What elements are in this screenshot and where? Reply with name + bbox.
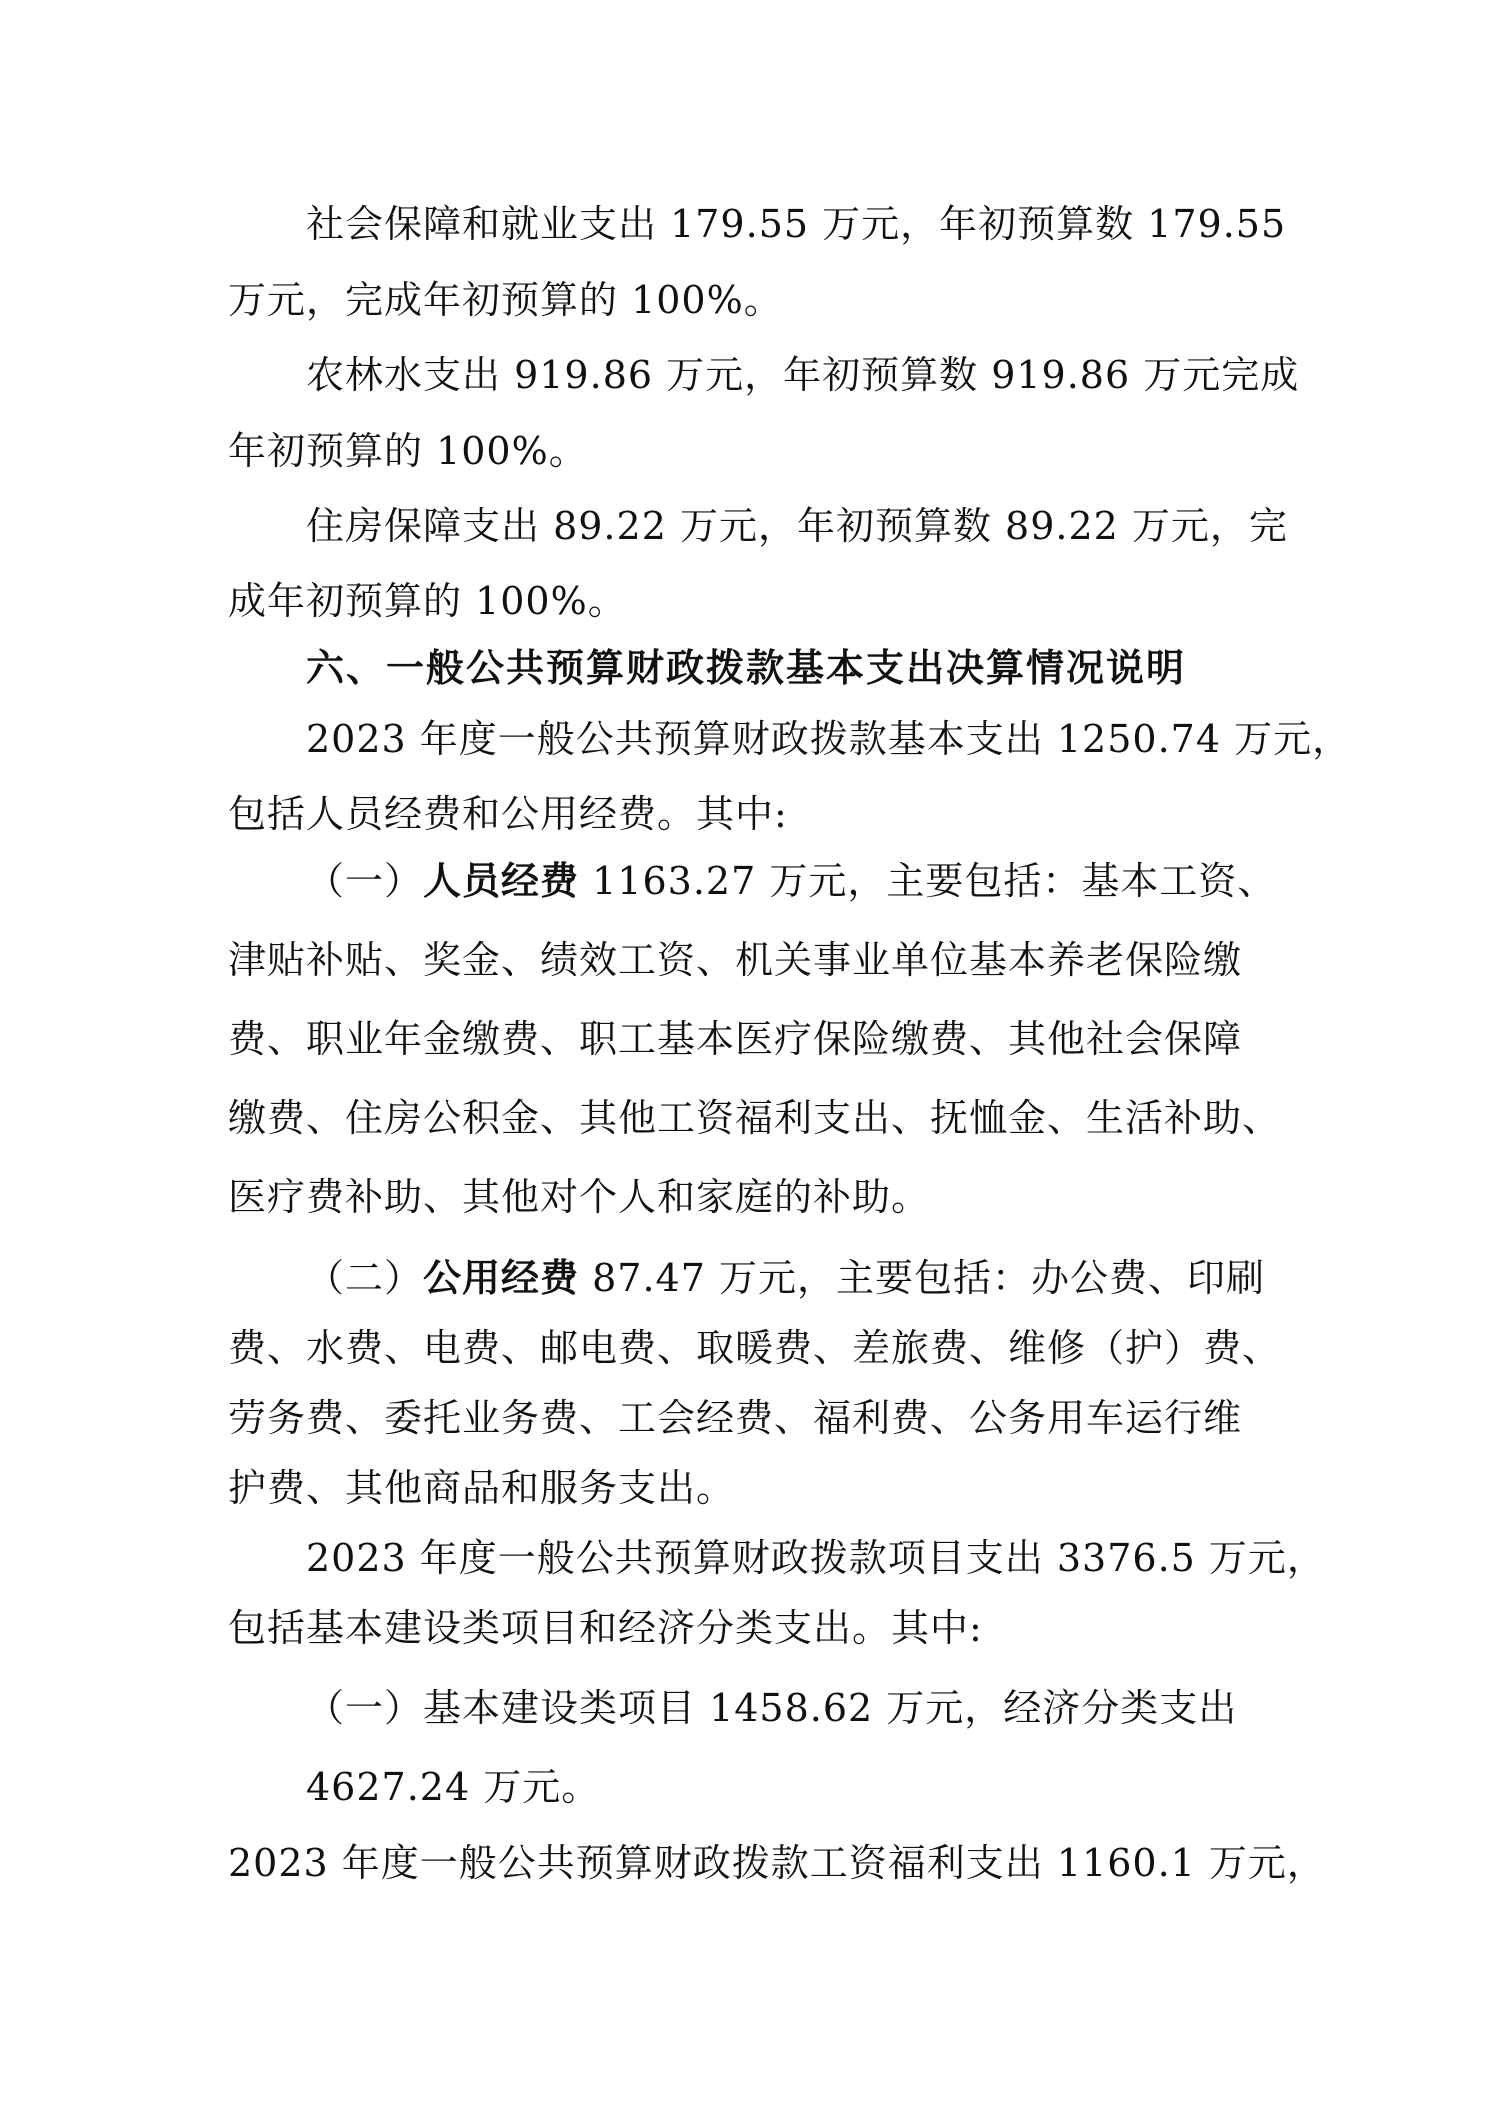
para-personnel-line3: 费、职业年金缴费、职工基本医疗保险缴费、其他社会保障 — [228, 1017, 1243, 1061]
personnel-prefix: （一） — [306, 859, 424, 903]
para-personnel-line1 — [306, 856, 1277, 906]
para-public-line4: 护费、其他商品和服务支出。 — [228, 1466, 736, 1510]
personnel-bold-label: 人员经费 — [423, 858, 580, 903]
para-basic-expenditure-line2: 包括人员经费和公用经费。其中: — [228, 792, 788, 836]
personnel-line1-rest: 1163.27 万元，主要包括：基本工资、 — [579, 859, 1277, 903]
para-construction-line2: 4627.24 万元。 — [306, 1765, 601, 1809]
para-agriculture-line1: 农林水支出 919.86 万元，年初预算数 919.86 万元完成 — [306, 353, 1300, 397]
para-housing-line2: 成年初预算的 100%。 — [228, 579, 627, 623]
para-social-security-line1: 社会保障和就业支出 179.55 万元，年初预算数 179.55 — [306, 202, 1287, 246]
para-public-line1 — [306, 1253, 1263, 1303]
public-prefix: （二） — [306, 1256, 424, 1300]
section-heading-6: 六、一般公共预算财政拨款基本支出决算情况说明 — [306, 646, 1187, 690]
public-line1-rest: 87.47 万元，主要包括：办公费、印刷 — [579, 1256, 1265, 1300]
para-agriculture-line2: 年初预算的 100%。 — [228, 429, 588, 473]
para-public-line3: 劳务费、委托业务费、工会经费、福利费、公务用车运行维 — [228, 1396, 1243, 1440]
para-public-line2: 费、水费、电费、邮电费、取暖费、差旅费、维修（护）费、 — [228, 1326, 1282, 1370]
para-personnel-line5: 医疗费补助、其他对个人和家庭的补助。 — [228, 1175, 931, 1219]
para-personnel-line4: 缴费、住房公积金、其他工资福利支出、抚恤金、生活补助、 — [228, 1096, 1282, 1140]
para-housing-line1: 住房保障支出 89.22 万元，年初预算数 89.22 万元，完 — [306, 504, 1288, 548]
para-basic-expenditure-line1: 2023 年度一般公共预算财政拨款基本支出 1250.74 万元， — [306, 717, 1352, 761]
para-social-security-line2: 万元，完成年初预算的 100%。 — [228, 278, 783, 322]
para-project-expenditure-line2: 包括基本建设类项目和经济分类支出。其中: — [228, 1606, 983, 1650]
para-project-expenditure-line1: 2023 年度一般公共预算财政拨款项目支出 3376.5 万元， — [306, 1536, 1326, 1580]
para-wages-welfare-line1: 2023 年度一般公共预算财政拨款工资福利支出 1160.1 万元， — [228, 1841, 1326, 1885]
para-construction-line1: （一）基本建设类项目 1458.62 万元，经济分类支出 — [306, 1686, 1238, 1730]
para-personnel-line2: 津贴补贴、奖金、绩效工资、机关事业单位基本养老保险缴 — [228, 938, 1243, 982]
public-bold-label: 公用经费 — [423, 1255, 580, 1300]
